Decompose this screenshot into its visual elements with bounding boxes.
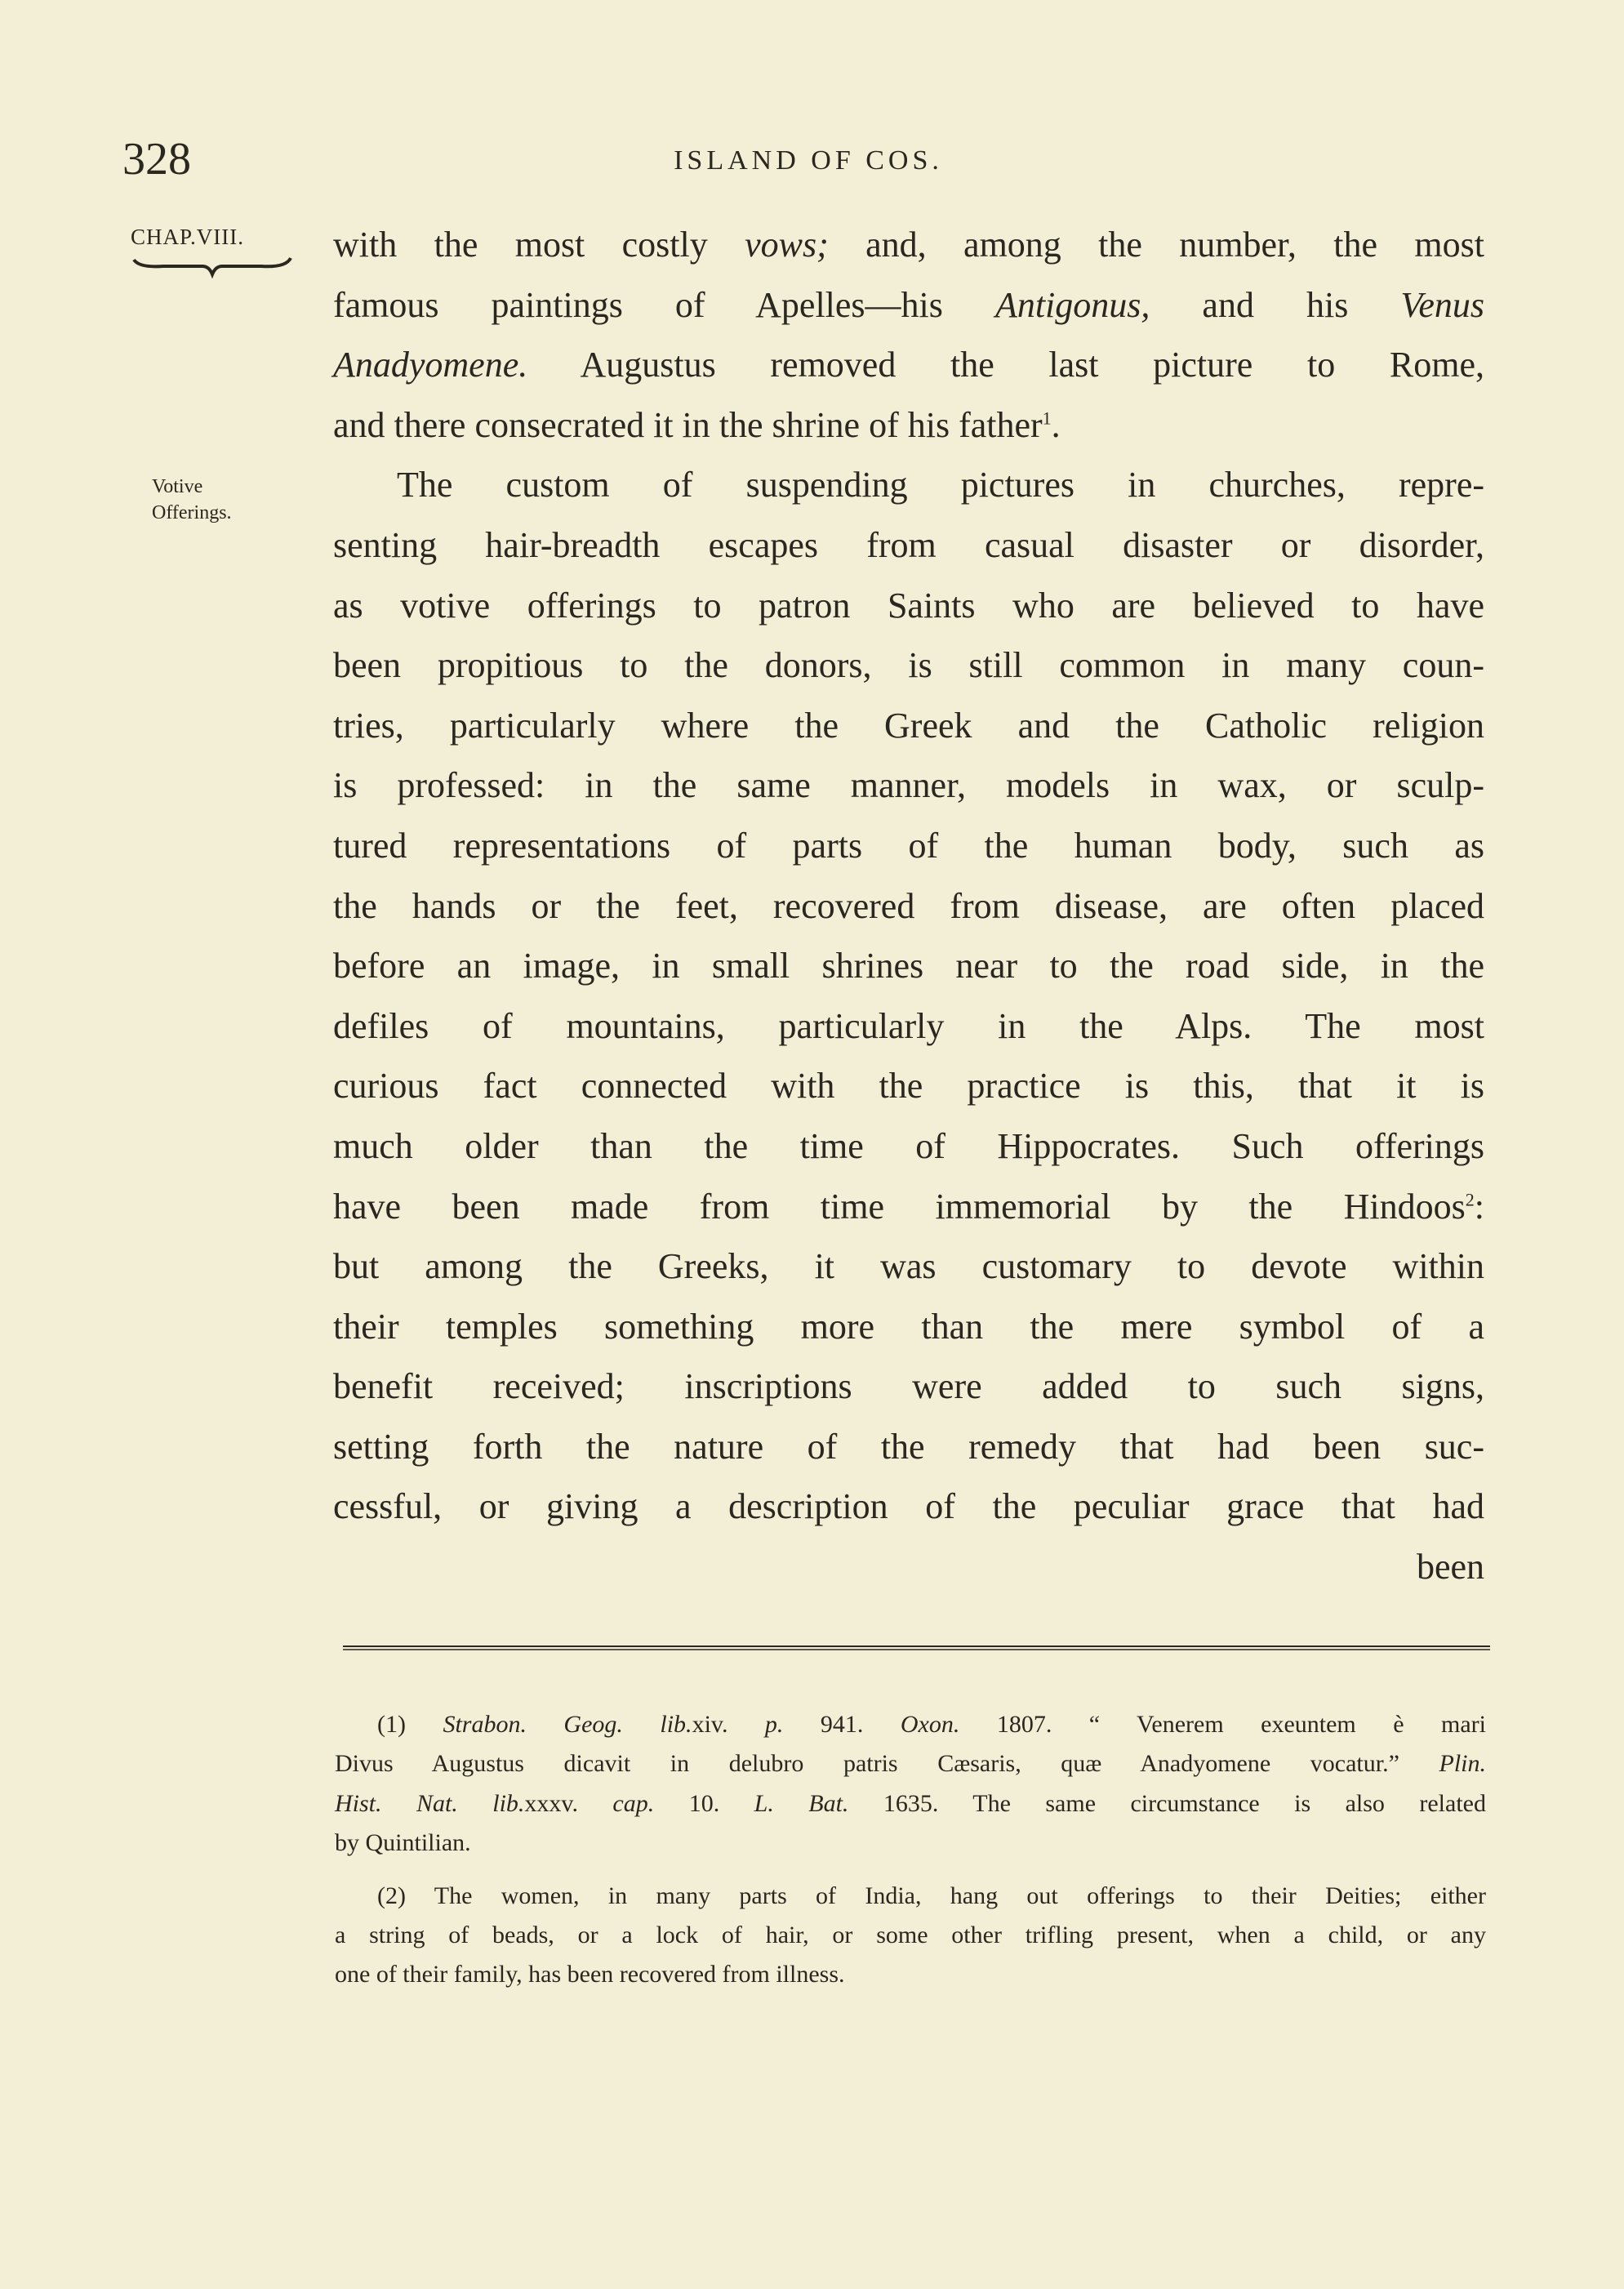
brace-ornament bbox=[131, 255, 294, 279]
text-line: tries, particularly where the Greek and the Catholic religion bbox=[333, 705, 1484, 746]
footnote-ref: 2 bbox=[1465, 1188, 1475, 1209]
text-line: been propitious to the donors, is still common in many coun- bbox=[333, 645, 1484, 686]
text-line: as votive offerings to patron Saints who are believed to have bbox=[333, 585, 1484, 626]
footnote-ref: 1 bbox=[1042, 407, 1052, 429]
catchword: been bbox=[1416, 1547, 1484, 1588]
footnote-line: by Quintilian. bbox=[335, 1829, 471, 1857]
footnote-line: (2) The women, in many parts of India, hang out offerings to their Deities; either bbox=[377, 1882, 1486, 1909]
text-line: and there consecrated it in the shrine of his father$^1$. bbox=[333, 404, 1061, 445]
margin-note-line: Offerings. bbox=[152, 502, 232, 523]
footnotes bbox=[335, 1705, 1486, 1995]
text-line: famous paintings of Apelles—his Antigonus, and his Venus bbox=[333, 284, 1484, 325]
text-line: curious fact connected with the practice is this, that it is bbox=[333, 1066, 1484, 1107]
text-line: tured representations of parts of the human body, such as bbox=[333, 825, 1484, 866]
footnote-line: one of their family, has been recovered from illness. bbox=[335, 1961, 845, 1988]
text-line: benefit received; inscriptions were added to such signs, bbox=[333, 1366, 1484, 1407]
text-line: The custom of suspending pictures in churches, repre- bbox=[397, 465, 1484, 505]
text-line: senting hair-breadth escapes from casual disaster or disorder, bbox=[333, 524, 1484, 565]
footnote-line: (1) Strabon. Geog. lib.xiv. p. 941. Oxon. 1807. “ Venerem exeuntem è mari bbox=[377, 1711, 1486, 1738]
footnote-line: Divus Augustus dicavit in delubro patris Cæsaris, quæ Anadyomene vocatur.” Plin. bbox=[335, 1750, 1486, 1778]
text-line: setting forth the nature of the remedy that had been suc- bbox=[333, 1426, 1484, 1467]
text-line: the hands or the feet, recovered from disease, are often placed bbox=[333, 885, 1484, 926]
footnote-2 bbox=[335, 1877, 1486, 1995]
text-line: have been made from time immemorial by the Hindoos$^2$: bbox=[333, 1186, 1484, 1227]
footnote-rule bbox=[343, 1645, 1490, 1651]
text-line: their temples something more than the mere symbol of a bbox=[333, 1306, 1484, 1347]
running-head: ISLAND OF COS. bbox=[674, 145, 943, 176]
text-line: defiles of mountains, particularly in the Alps. The most bbox=[333, 1005, 1484, 1046]
text-line: before an image, in small shrines near to the road side, in the bbox=[333, 946, 1484, 986]
footnote-1 bbox=[335, 1705, 1486, 1864]
text-line: cessful, or giving a description of the peculiar grace that had bbox=[333, 1486, 1484, 1527]
text-line: but among the Greeks, it was customary to devote within bbox=[333, 1246, 1484, 1287]
text-line: with the most costly vows; and, among the number, the most bbox=[333, 225, 1484, 265]
chapter-marker bbox=[131, 220, 286, 279]
page-header bbox=[118, 131, 1498, 188]
chapter-label: CHAP.VIII. bbox=[131, 225, 245, 249]
footnote-line: a string of beads, or a lock of hair, or some other trifling present, when a child, or any bbox=[335, 1921, 1486, 1948]
page-number: 328 bbox=[122, 134, 191, 185]
text-line: Anadyomene. Augustus removed the last picture to Rome, bbox=[333, 345, 1484, 385]
body-text bbox=[333, 215, 1484, 1597]
margin-note-line: Votive bbox=[152, 476, 203, 497]
text-line: much older than the time of Hippocrates. Such offerings bbox=[333, 1125, 1484, 1166]
margin-note-votive-offerings bbox=[152, 474, 291, 526]
text-line: is professed: in the same manner, models in wax, or sculp- bbox=[333, 765, 1484, 806]
footnote-line: Hist. Nat. lib.xxxv. cap. 10. L. Bat. 1635. The same circumstance is also related bbox=[335, 1789, 1486, 1817]
